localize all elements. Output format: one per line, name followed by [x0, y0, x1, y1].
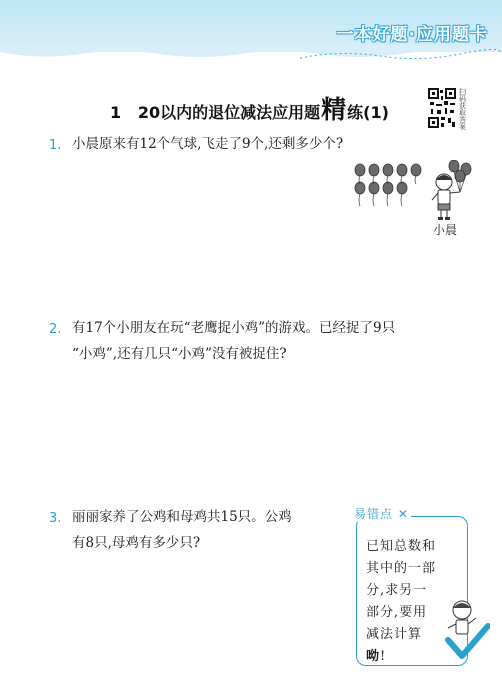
question-1-number: 1. [49, 138, 62, 153]
question-2-line-1: 有17个小朋友在玩“老鹰捉小鸡”的游戏。已经捉了9只 [72, 320, 396, 336]
tip-line: 部分,要用 [366, 605, 428, 620]
tip-line: 分,求另一 [366, 583, 428, 598]
question-1-text: 小晨原来有12个气球,飞走了9个,还剩多少个? [72, 136, 344, 152]
question-3-line-2: 有8只,母鸡有多少只? [72, 535, 201, 551]
header-wave-decoration [0, 46, 502, 60]
checkmark-kid-icon [440, 596, 490, 664]
tip-emphasis: 呦 [366, 649, 381, 664]
question-2-line-2: “小鸡”,还有几只“小鸡”没有被捉住? [72, 346, 287, 362]
tip-line: 其中的一部 [366, 561, 437, 576]
brand-title: 一本好题·应用题卡 [336, 25, 488, 45]
title-tail: 练(1) [347, 103, 389, 122]
tip-tag-label: 易错点 [354, 507, 394, 521]
tip-line: 已知总数和 [366, 539, 437, 554]
question-3-number: 3. [49, 511, 62, 526]
tip-line: 减法计算 [366, 627, 423, 642]
tip-end: ! [380, 649, 387, 664]
qr-code-icon[interactable] [428, 88, 456, 128]
lesson-number: 1 [110, 103, 122, 122]
question-2-number: 2. [49, 322, 62, 337]
boy-name-label: 小晨 [433, 223, 458, 237]
qr-caption: 扫码获取答案 [459, 88, 466, 131]
question-3-line-1: 丽丽家养了公鸡和母鸡共15只。公鸡 [72, 509, 292, 525]
tip-tag [352, 505, 411, 522]
cross-icon: ✕ [397, 507, 409, 521]
title-emphasis: 精 [321, 95, 347, 124]
boy-with-balloons-illustration [354, 160, 474, 228]
page-title [110, 90, 389, 126]
lesson-title: 20以内的退位减法应用题 [137, 103, 321, 122]
